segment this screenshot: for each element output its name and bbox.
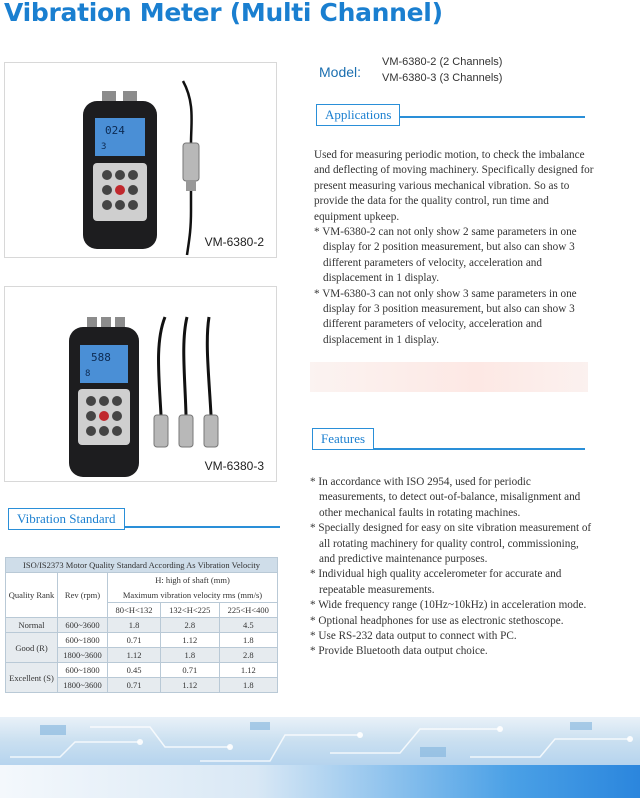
footer-circuit-banner (0, 717, 640, 767)
rev-cell: 600~1800 (58, 663, 108, 678)
value-cell: 1.8 (161, 648, 219, 663)
value-cell: 0.71 (161, 663, 219, 678)
section-rule (395, 116, 585, 118)
key-icon (102, 170, 112, 180)
value-cell: 0.45 (108, 663, 161, 678)
value-cell: 1.8 (219, 633, 278, 648)
feature-item: * Specially designed for easy on site vibration measurement of all rotating machinery for quality control, commissioning, and predictive maintenance purposes. (310, 522, 592, 566)
probe-cable (159, 317, 166, 415)
footer-gradient (0, 765, 640, 798)
meter-3ch-illustration (5, 287, 278, 483)
lcd-value-top: 024 (105, 124, 125, 137)
model-line-2: VM-6380-3 (3 Channels) (382, 72, 503, 84)
column-header-h: H: high of shaft (mm) (108, 573, 278, 588)
key-icon (102, 185, 112, 195)
key-icon (86, 426, 96, 436)
section-rule (370, 448, 585, 450)
circuit-pattern (0, 717, 640, 767)
feature-item: * Individual high quality accelerometer for accurate and repeatable measurements. (310, 568, 562, 596)
key-icon (99, 426, 109, 436)
table-row (6, 663, 278, 678)
probe-cable (207, 317, 211, 415)
rev-cell: 1800~3600 (58, 678, 108, 693)
value-cell: 1.12 (161, 678, 219, 693)
key-icon (86, 411, 96, 421)
rank-cell: Normal (6, 618, 58, 633)
section-rule (100, 526, 280, 528)
power-key-icon (99, 411, 109, 421)
probe-cable (184, 317, 187, 415)
features-heading: Features (312, 428, 374, 450)
key-icon (112, 411, 122, 421)
value-cell: 0.71 (108, 678, 161, 693)
value-cell: 2.8 (161, 618, 219, 633)
features-list (310, 475, 592, 660)
key-icon (115, 170, 125, 180)
probe-sensor-icon (154, 415, 168, 447)
applications-intro: Used for measuring periodic motion, to check the imbalance and deflecting of moving machinery. Specifically designed for present measuring various mechanical vibration. So as to provide the data for the quality control, run time and equipment upkeep. (314, 149, 594, 223)
value-cell: 1.12 (219, 663, 278, 678)
decorative-stripe (310, 362, 588, 392)
key-icon (128, 170, 138, 180)
applications-bullet: * VM-6380-3 can not only show 3 same parameters in one display for 3 position measurement, but also can show 3 different parameters of velocity, acceleration and displacement in 1 display. (314, 287, 577, 346)
power-key-icon (115, 185, 125, 195)
lcd-value-top: 588 (91, 351, 111, 364)
value-cell: 1.12 (108, 648, 161, 663)
value-cell: 1.8 (219, 678, 278, 693)
value-cell: 1.12 (161, 633, 219, 648)
rev-cell: 1800~3600 (58, 648, 108, 663)
rev-cell: 600~3600 (58, 618, 108, 633)
product-label: VM-6380-2 (204, 235, 264, 249)
key-icon (112, 396, 122, 406)
value-cell: 1.8 (108, 618, 161, 633)
column-header-quality: Quality Rank (6, 573, 58, 618)
feature-item: * Optional headphones for use as electronic stethoscope. (310, 614, 564, 627)
probe-tip-icon (186, 181, 196, 191)
meter-2ch-illustration (5, 63, 278, 259)
applications-heading: Applications (316, 104, 400, 126)
column-header-max: Maximum vibration velocity rms (mm/s) (108, 588, 278, 603)
key-icon (128, 185, 138, 195)
product-label: VM-6380-3 (204, 459, 264, 473)
model-line-1: VM-6380-2 (2 Channels) (382, 56, 503, 68)
probe-sensor-icon (179, 415, 193, 447)
feature-item: * Use RS-232 data output to connect with PC. (310, 630, 517, 643)
h-range: 225<H<400 (219, 603, 278, 618)
key-icon (112, 426, 122, 436)
value-cell: 0.71 (108, 633, 161, 648)
value-cell: 2.8 (219, 648, 278, 663)
table-row (6, 633, 278, 648)
vibration-standard-table (5, 557, 278, 693)
rank-cell: Excellent (S) (6, 663, 58, 693)
vibration-standard-heading: Vibration Standard (8, 508, 125, 530)
page-title: Vibration Meter (Multi Channel) (4, 0, 443, 27)
key-icon (99, 396, 109, 406)
column-header-rev: Rev (rpm) (58, 573, 108, 618)
key-icon (128, 200, 138, 210)
applications-text (314, 148, 594, 348)
h-range: 80<H<132 (108, 603, 161, 618)
table-row (6, 618, 278, 633)
product-photo-vm-6380-2 (4, 62, 277, 258)
value-cell: 4.5 (219, 618, 278, 633)
probe-sensor-icon (204, 415, 218, 447)
feature-item: * In accordance with ISO 2954, used for periodic measurements, to detect out-of-balance, misalignment and other mechanical faults in rotating machines. (310, 476, 581, 519)
table-caption: ISO/IS2373 Motor Quality Standard According As Vibration Velocity (6, 558, 278, 573)
key-icon (86, 396, 96, 406)
h-range: 132<H<225 (161, 603, 219, 618)
key-icon (102, 200, 112, 210)
feature-item: * Wide frequency range (10Hz~10kHz) in acceleration mode. (310, 599, 587, 612)
lcd-value-bottom: 3 (101, 142, 107, 152)
probe-sensor-icon (183, 143, 199, 181)
key-icon (115, 200, 125, 210)
product-photo-vm-6380-3 (4, 286, 277, 482)
lcd-value-bottom: 8 (85, 369, 91, 379)
rank-cell: Good (R) (6, 633, 58, 663)
applications-bullet: * VM-6380-2 can not only show 2 same parameters in one display for 2 position measurement, but also can show 3 different parameters of velocity, acceleration and displacement in 1 display. (314, 226, 577, 285)
feature-item: * Provide Bluetooth data output choice. (310, 645, 488, 658)
model-label: Model: (319, 64, 362, 80)
rev-cell: 600~1800 (58, 633, 108, 648)
